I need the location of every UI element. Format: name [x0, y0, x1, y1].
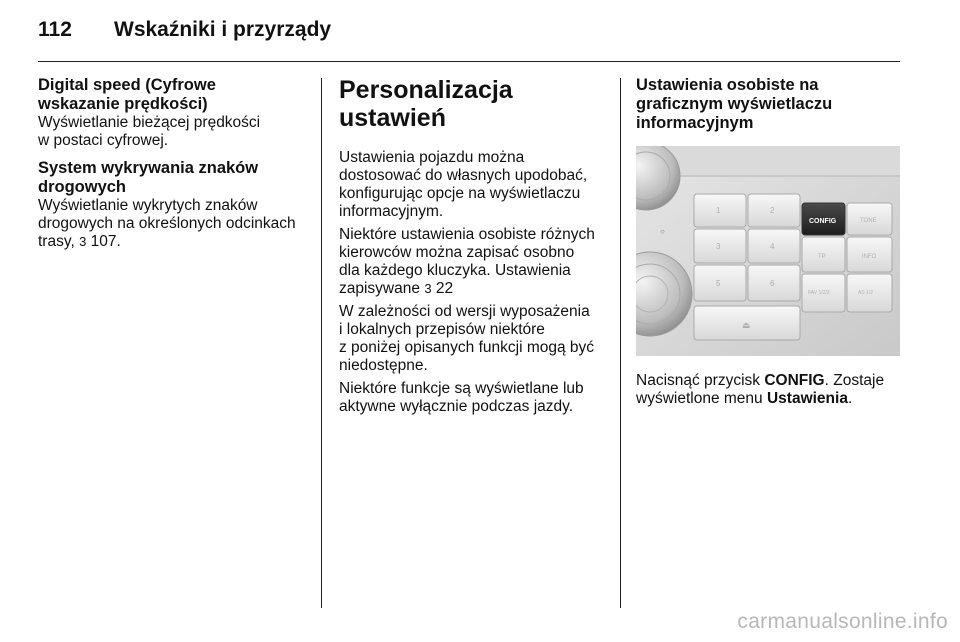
heading-line: System wykrywania znaków	[38, 159, 259, 177]
text-line: Ustawienia pojazdu można	[339, 149, 525, 166]
paragraph	[339, 303, 611, 375]
column-divider	[620, 78, 621, 608]
key-label: 3	[716, 242, 721, 251]
page-header	[38, 18, 331, 42]
page-number: 112	[38, 18, 72, 41]
key-label: TONE	[860, 218, 877, 224]
text-segment: wyświetlone menu	[636, 390, 763, 407]
page-ref-link[interactable]: 107.	[90, 233, 121, 250]
column-right	[636, 76, 908, 133]
text-line: Wyświetlanie bieżącej prędkości	[38, 114, 261, 131]
text-line: aktywne wyłącznie podczas jazdy.	[339, 398, 574, 415]
section-title: Personalizacja ustawień	[339, 76, 513, 132]
text-segment: Nacisnąć przycisk	[636, 372, 761, 389]
page-ref-link[interactable]: 22	[435, 280, 454, 297]
sign-recognition-text	[38, 197, 310, 251]
page-ref-arrow-icon: 3	[79, 234, 87, 249]
heading-line: graficznym wyświetlaczu	[636, 95, 833, 113]
paragraph	[339, 380, 611, 416]
page-ref-arrow-icon: 3	[424, 281, 432, 296]
settings-heading	[636, 76, 908, 133]
column-middle	[339, 76, 611, 421]
settings-keyword: Ustawienia	[766, 390, 848, 407]
control-panel-photo	[636, 146, 900, 356]
text-segment: . Zostaje	[824, 372, 885, 389]
heading-line: Ustawienia osobiste na	[636, 76, 819, 94]
text-segment: .	[847, 390, 853, 407]
text-line: niedostępne.	[339, 357, 428, 374]
eject-icon: ⏏	[742, 320, 751, 330]
key-label: FAV 1/2/3	[808, 290, 830, 296]
digital-speed-text	[38, 114, 310, 150]
text-line: konfigurując opcje na wyświetlaczu	[339, 185, 581, 202]
heading-line: drogowych	[38, 178, 127, 196]
text-line: drogowych na określonych odcinkach	[38, 215, 296, 232]
text-line: dla każdego kluczyka. Ustawienia	[339, 262, 571, 279]
heading-line: informacyjnym	[636, 114, 754, 132]
key-label: 2	[770, 206, 775, 215]
text-line: Niektóre funkcje są wyświetlane lub	[339, 380, 584, 397]
text-line	[636, 372, 908, 390]
config-key-label: CONFIG	[809, 218, 837, 225]
paragraph	[339, 149, 611, 221]
heading-line: wskazanie prędkości)	[38, 95, 208, 113]
watermark: carmanualsonline.info	[737, 610, 948, 633]
text-line: Niektóre ustawienia osobiste różnych	[339, 226, 595, 243]
text-line: z poniżej opisanych funkcji mogą być	[339, 339, 595, 356]
text-segment: trasy,	[38, 233, 75, 250]
heading-line: Digital speed (Cyfrowe	[38, 76, 216, 94]
key-label: TP	[818, 254, 826, 260]
text-line: Wyświetlanie wykrytych znaków	[38, 197, 258, 214]
chapter-title: Wskaźniki i przyrządy	[114, 18, 332, 41]
text-segment: zapisywane	[339, 280, 420, 297]
digital-speed-heading	[38, 76, 310, 114]
key-label: 6	[770, 279, 775, 288]
config-keyword: CONFIG	[764, 372, 825, 389]
column-left	[38, 76, 310, 260]
config-instruction	[636, 372, 908, 408]
text-line: w postaci cyfrowej.	[38, 132, 169, 149]
key-label: 5	[716, 279, 721, 288]
text-line: kierowców można zapisać osobno	[339, 244, 575, 261]
key-label: 1	[716, 206, 721, 215]
key-label: INFO	[862, 254, 877, 260]
text-line: informacyjnym.	[339, 203, 444, 220]
sign-recognition-heading	[38, 159, 310, 197]
header-rule	[38, 61, 900, 62]
text-line	[339, 280, 611, 298]
text-line: i lokalnych przepisów niektóre	[339, 321, 545, 338]
text-line	[38, 233, 310, 251]
text-line: dostosować do własnych upodobać,	[339, 167, 588, 184]
key-label: 4	[770, 242, 775, 251]
text-line: W zależności od wersji wyposażenia	[339, 303, 590, 320]
text-line	[636, 390, 908, 408]
svg-text:○: ○	[660, 227, 665, 236]
column-divider	[321, 78, 322, 608]
key-label: AS 1/2	[858, 290, 874, 296]
paragraph	[339, 226, 611, 298]
